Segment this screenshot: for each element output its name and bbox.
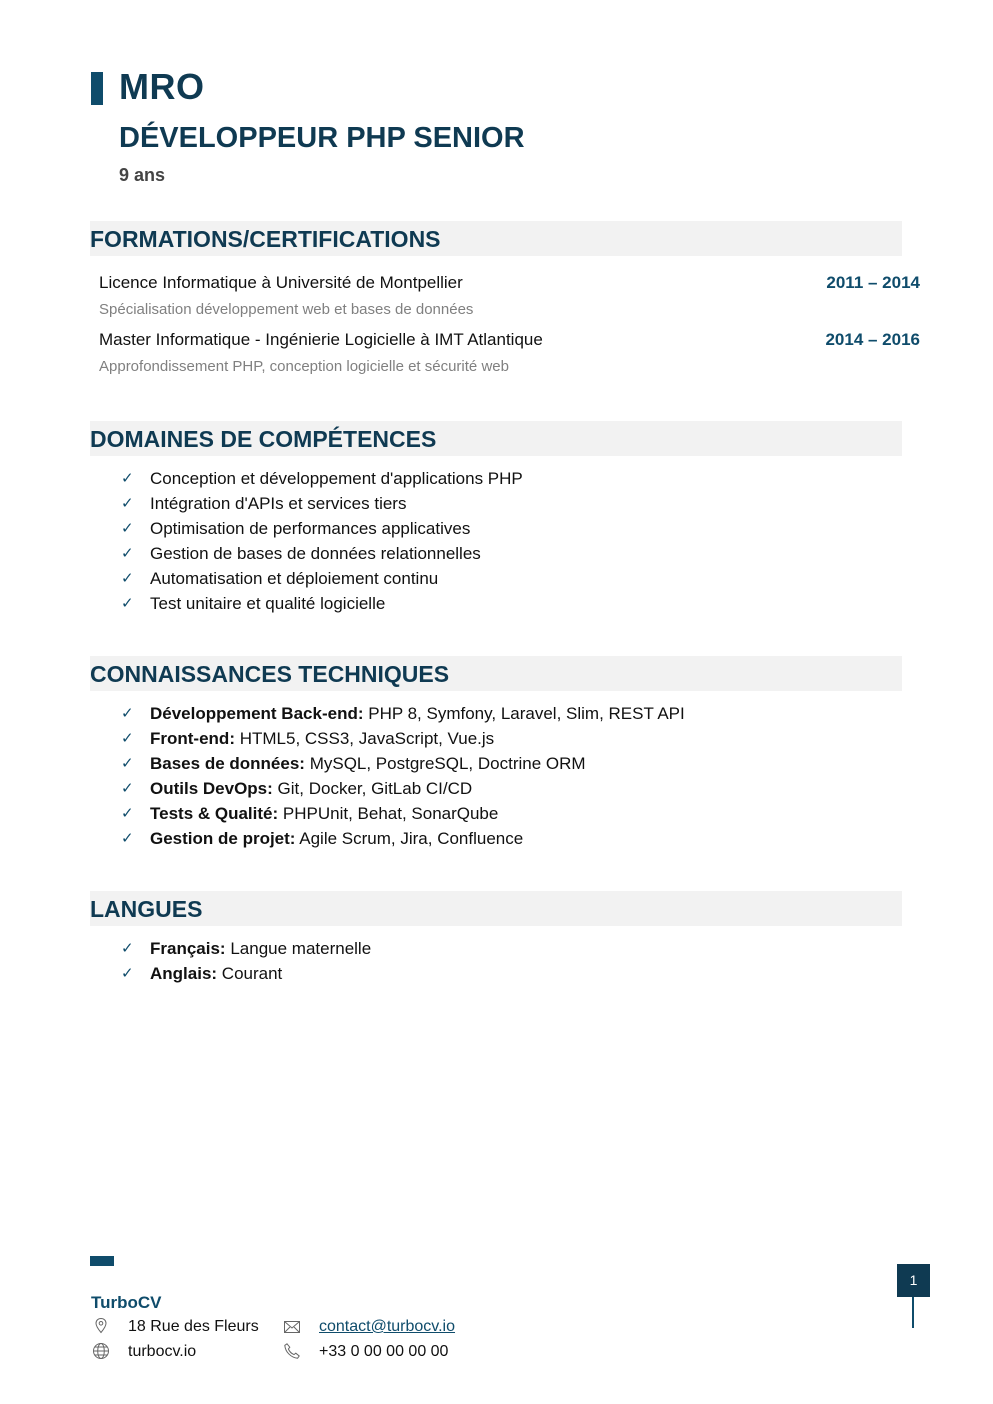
tech-list xyxy=(120,701,685,851)
envelope-icon xyxy=(283,1318,301,1336)
check-icon: ✓ xyxy=(121,495,134,512)
section-title-skills: DOMAINES DE COMPÉTENCES xyxy=(90,426,437,452)
tech-value: Git, Docker, GitLab CI/CD xyxy=(277,779,473,798)
skill-item xyxy=(120,466,523,491)
tech-value: PHPUnit, Behat, SonarQube xyxy=(282,804,499,823)
footer-brand: TurboCV xyxy=(91,1293,162,1312)
language-level: Langue maternelle xyxy=(230,939,372,958)
education-description: Approfondissement PHP, conception logicielle et sécurité web xyxy=(99,358,509,375)
check-icon: ✓ xyxy=(121,705,134,722)
check-icon: ✓ xyxy=(121,940,134,957)
tech-label: Outils DevOps: xyxy=(150,779,273,798)
tech-item xyxy=(120,776,685,801)
language-label: Français: xyxy=(150,939,226,958)
education-description: Spécialisation développement web et bases de données xyxy=(99,301,474,318)
skill-text: Test unitaire et qualité logicielle xyxy=(150,594,386,613)
check-icon: ✓ xyxy=(121,545,134,562)
skill-item xyxy=(120,516,523,541)
email-link[interactable]: contact@turbocv.io xyxy=(319,1318,456,1335)
check-icon: ✓ xyxy=(121,730,134,747)
tech-item xyxy=(120,726,685,751)
skill-item xyxy=(120,491,523,516)
languages-list xyxy=(120,936,371,986)
tech-label: Tests & Qualité: xyxy=(150,804,279,823)
tech-label: Front-end: xyxy=(150,729,235,748)
check-icon: ✓ xyxy=(121,780,134,797)
job-title: DÉVELOPPEUR PHP SENIOR xyxy=(119,122,525,154)
check-icon: ✓ xyxy=(121,520,134,537)
tech-value: MySQL, PostgreSQL, Doctrine ORM xyxy=(309,754,586,773)
page-number-line xyxy=(912,1297,914,1328)
page-number: 1 xyxy=(897,1264,930,1297)
footer-email[interactable] xyxy=(319,1318,455,1336)
name-accent-bar xyxy=(91,72,103,105)
tech-value: Agile Scrum, Jira, Confluence xyxy=(299,829,524,848)
education-title: Master Informatique - Ingénierie Logicielle à IMT Atlantique xyxy=(99,330,543,349)
tech-item xyxy=(120,801,685,826)
check-icon: ✓ xyxy=(121,805,134,822)
footer-website[interactable]: turbocv.io xyxy=(128,1343,197,1360)
tech-label: Développement Back-end: xyxy=(150,704,364,723)
tech-item xyxy=(120,751,685,776)
footer-phone: +33 0 00 00 00 00 xyxy=(319,1343,449,1360)
phone-icon xyxy=(283,1342,301,1360)
skill-text: Gestion de bases de données relationnelles xyxy=(150,544,481,563)
check-icon: ✓ xyxy=(121,755,134,772)
tech-label: Bases de données: xyxy=(150,754,305,773)
skill-text: Intégration d'APIs et services tiers xyxy=(150,494,407,513)
section-title-tech: CONNAISSANCES TECHNIQUES xyxy=(90,661,450,687)
experience-years: 9 ans xyxy=(119,165,166,185)
check-icon: ✓ xyxy=(121,570,134,587)
skill-text: Optimisation de performances applicatives xyxy=(150,519,471,538)
skill-item xyxy=(120,541,523,566)
language-item xyxy=(120,961,371,986)
section-title-education: FORMATIONS/CERTIFICATIONS xyxy=(90,226,441,252)
section-header-tech xyxy=(90,656,902,691)
check-icon: ✓ xyxy=(121,595,134,612)
education-dates: 2011 – 2014 xyxy=(826,273,920,292)
language-label: Anglais: xyxy=(150,964,218,983)
skill-item xyxy=(120,566,523,591)
education-dates: 2014 – 2016 xyxy=(825,330,920,349)
tech-label: Gestion de projet: xyxy=(150,829,296,848)
section-title-languages: LANGUES xyxy=(90,896,203,922)
candidate-name: MRO xyxy=(119,66,205,107)
footer-accent-bar xyxy=(90,1256,114,1266)
check-icon: ✓ xyxy=(121,470,134,487)
globe-icon xyxy=(92,1342,110,1360)
tech-value: HTML5, CSS3, JavaScript, Vue.js xyxy=(239,729,495,748)
skill-text: Automatisation et déploiement continu xyxy=(150,569,439,588)
footer-address: 18 Rue des Fleurs xyxy=(128,1318,259,1335)
check-icon: ✓ xyxy=(121,965,134,982)
language-item xyxy=(120,936,371,961)
location-pin-icon xyxy=(92,1317,110,1335)
skills-list xyxy=(120,466,523,616)
check-icon: ✓ xyxy=(121,830,134,847)
skill-item xyxy=(120,591,523,616)
tech-value: PHP 8, Symfony, Laravel, Slim, REST API xyxy=(368,704,685,723)
education-title: Licence Informatique à Université de Montpellier xyxy=(99,273,463,292)
skill-text: Conception et développement d'applications PHP xyxy=(150,469,523,488)
section-header-skills xyxy=(90,421,902,456)
language-level: Courant xyxy=(221,964,283,983)
section-header-education xyxy=(90,221,902,256)
section-header-languages xyxy=(90,891,902,926)
tech-item xyxy=(120,826,685,851)
tech-item xyxy=(120,701,685,726)
